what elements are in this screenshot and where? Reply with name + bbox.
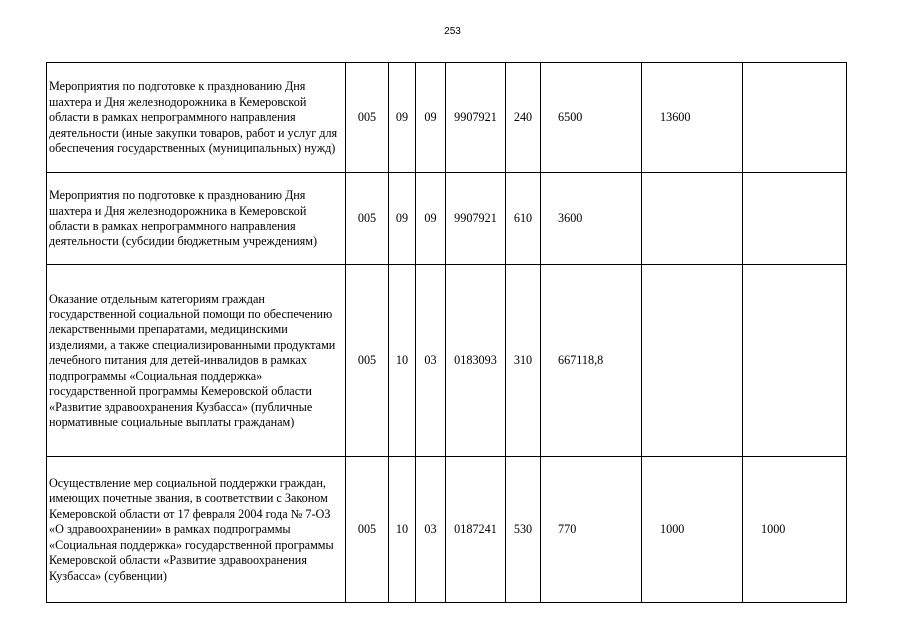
- amount-year-1: 3600: [541, 173, 642, 265]
- amount-year-2: [642, 173, 743, 265]
- table-row: [47, 173, 847, 265]
- amount-year-2: 1000: [642, 457, 743, 603]
- row-description: Мероприятия по подготовке к празднованию Дня шахтера и Дня железнодорожника в Кемеровской области в рамках непрограммного направления деятельности (иные закупки товаров, работ и услуг для обеспечения государственных (муниципальных) нужд): [47, 63, 346, 173]
- target-code: 0187241: [446, 457, 506, 603]
- section-code: 10: [389, 265, 416, 457]
- amount-year-3: [743, 63, 847, 173]
- page-number: 253: [444, 26, 461, 37]
- section-code: 09: [389, 173, 416, 265]
- row-description: Оказание отдельным категориям граждан государственной социальной помощи по обеспечению лекарственными препаратами, медицинскими изделиями, а также специализированными продуктами лечебного питания для детей-инвалидов в рамках подпрограммы «Социальная поддержка» государственной программы Кемеровской области «Развитие здравоохранения Кузбасса» (публичные нормативные социальные выплаты гражданам): [47, 265, 346, 457]
- target-code: 0183093: [446, 265, 506, 457]
- amount-year-3: [743, 173, 847, 265]
- subsection-code: 03: [416, 457, 446, 603]
- amount-year-1: 770: [541, 457, 642, 603]
- expense-type-code: 240: [506, 63, 541, 173]
- ministry-code: 005: [346, 173, 389, 265]
- subsection-code: 09: [416, 173, 446, 265]
- amount-year-3: 1000: [743, 457, 847, 603]
- subsection-code: 09: [416, 63, 446, 173]
- table-row: [47, 265, 847, 457]
- amount-year-1: 667118,8: [541, 265, 642, 457]
- ministry-code: 005: [346, 63, 389, 173]
- amount-year-1: 6500: [541, 63, 642, 173]
- expense-type-code: 530: [506, 457, 541, 603]
- table-row: [47, 63, 847, 173]
- amount-year-2: 13600: [642, 63, 743, 173]
- amount-year-3: [743, 265, 847, 457]
- subsection-code: 03: [416, 265, 446, 457]
- ministry-code: 005: [346, 265, 389, 457]
- section-code: 09: [389, 63, 416, 173]
- amount-year-2: [642, 265, 743, 457]
- target-code: 9907921: [446, 173, 506, 265]
- budget-table: [46, 62, 847, 603]
- ministry-code: 005: [346, 457, 389, 603]
- expense-type-code: 310: [506, 265, 541, 457]
- table-row: [47, 457, 847, 603]
- target-code: 9907921: [446, 63, 506, 173]
- expense-type-code: 610: [506, 173, 541, 265]
- section-code: 10: [389, 457, 416, 603]
- row-description: Мероприятия по подготовке к празднованию Дня шахтера и Дня железнодорожника в Кемеровской области в рамках непрограммного направления деятельности (субсидии бюджетным учреждениям): [47, 173, 346, 265]
- row-description: Осуществление мер социальной поддержки граждан, имеющих почетные звания, в соответствии с Законом Кемеровской области от 17 февраля 2004 года № 7-ОЗ «О здравоохранении» в рамках подпрограммы «Социальная поддержка» государственной программы Кемеровской области «Развитие здравоохранения Кузбасса» (субвенции): [47, 457, 346, 603]
